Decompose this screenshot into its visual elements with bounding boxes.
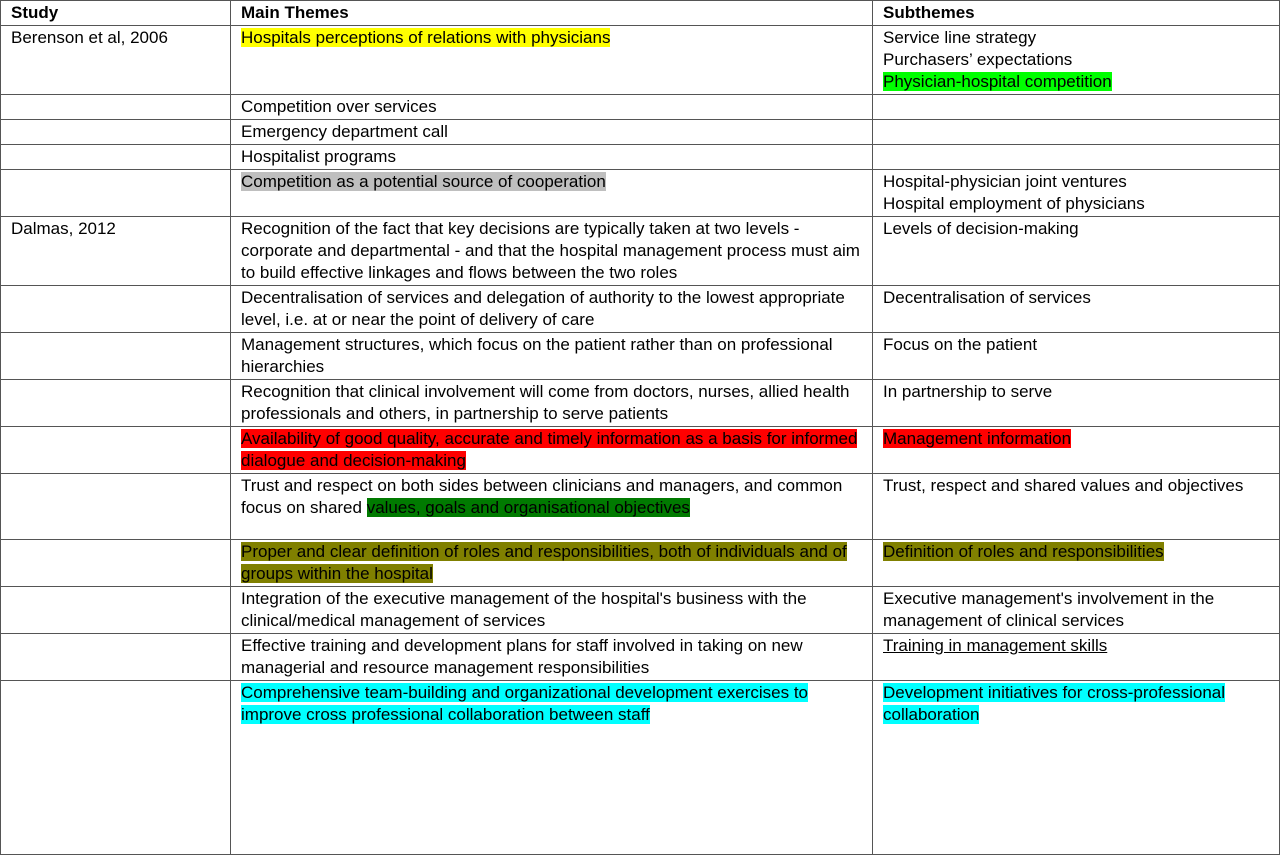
main-theme-text: Comprehensive team-building and organizational development exercises to improve cross professional collaboration between staff [241, 683, 808, 724]
table-row [1, 333, 1280, 380]
study-cell [1, 145, 231, 170]
study-cell [1, 587, 231, 634]
subtheme-text: Definition of roles and responsibilities [883, 542, 1164, 561]
study-cell [1, 286, 231, 333]
table-row [1, 120, 1280, 145]
main-theme-cell [231, 474, 873, 540]
subtheme-cell [873, 540, 1280, 587]
study-cell: Dalmas, 2012 [1, 217, 231, 286]
table-row [1, 286, 1280, 333]
header-row [1, 1, 1280, 26]
study-cell [1, 120, 231, 145]
subtheme-cell [873, 145, 1280, 170]
main-theme-cell [231, 427, 873, 474]
header-main-themes: Main Themes [231, 1, 873, 26]
subtheme-text: Training in management skills [883, 636, 1108, 655]
table-row [1, 217, 1280, 286]
main-theme-cell: Decentralisation of services and delegation of authority to the lowest appropriate level, i.e. at or near the point of delivery of care [231, 286, 873, 333]
subtheme-text: Hospital-physician joint ventures [883, 172, 1127, 191]
subtheme-text: Physician-hospital competition [883, 72, 1112, 91]
table-row [1, 95, 1280, 120]
table-row [1, 427, 1280, 474]
subtheme-text: Hospital employment of physicians [883, 194, 1145, 213]
subtheme-cell [873, 26, 1280, 95]
study-cell [1, 474, 231, 540]
table-row [1, 681, 1280, 855]
main-theme-cell: Effective training and development plans for staff involved in taking on new managerial and resource management responsibilities [231, 634, 873, 681]
table-row [1, 380, 1280, 427]
main-theme-cell [231, 26, 873, 95]
main-theme-text: Proper and clear definition of roles and responsibilities, both of individuals and of groups within the hospital [241, 542, 847, 583]
header-subthemes: Subthemes [873, 1, 1280, 26]
subtheme-text: Development initiatives for cross-professional collaboration [883, 683, 1226, 724]
header-study: Study [1, 1, 231, 26]
main-theme-cell [231, 540, 873, 587]
study-cell [1, 380, 231, 427]
study-cell [1, 681, 231, 855]
main-theme-cell: Emergency department call [231, 120, 873, 145]
subtheme-cell: Executive management's involvement in the management of clinical services [873, 587, 1280, 634]
subtheme-cell: Trust, respect and shared values and objectives [873, 474, 1280, 540]
subtheme-cell: In partnership to serve [873, 380, 1280, 427]
subtheme-text: Purchasers’ expectations [883, 50, 1073, 69]
main-theme-cell: Recognition that clinical involvement will come from doctors, nurses, allied health professionals and others, in partnership to serve patients [231, 380, 873, 427]
main-theme-text: Competition as a potential source of cooperation [241, 172, 606, 191]
subtheme-cell [873, 95, 1280, 120]
subtheme-cell [873, 120, 1280, 145]
study-cell: Berenson et al, 2006 [1, 26, 231, 95]
study-cell [1, 333, 231, 380]
table-row [1, 474, 1280, 540]
main-theme-cell: Recognition of the fact that key decisions are typically taken at two levels - corporate and departmental - and that the hospital management process must aim to build effective linkages and flows between the two roles [231, 217, 873, 286]
main-theme-cell [231, 170, 873, 217]
subtheme-text: Service line strategy [883, 28, 1037, 47]
subtheme-cell: Focus on the patient [873, 333, 1280, 380]
main-theme-cell: Integration of the executive management of the hospital's business with the clinical/medical management of services [231, 587, 873, 634]
table-row [1, 587, 1280, 634]
study-cell [1, 95, 231, 120]
main-theme-cell [231, 681, 873, 855]
table-row [1, 170, 1280, 217]
subtheme-cell [873, 170, 1280, 217]
study-cell [1, 540, 231, 587]
study-cell [1, 170, 231, 217]
table-row [1, 145, 1280, 170]
table-row [1, 634, 1280, 681]
table-row [1, 540, 1280, 587]
subtheme-text: Management information [883, 429, 1072, 448]
main-theme-highlight: values, goals and organisational objectives [366, 498, 690, 517]
main-theme-text: Trust and respect on both sides between clinicians and managers, and common focus on shared [241, 476, 843, 517]
main-theme-text: Hospitals perceptions of relations with physicians [241, 28, 611, 47]
table-row [1, 26, 1280, 95]
main-theme-cell: Management structures, which focus on the patient rather than on professional hierarchies [231, 333, 873, 380]
subtheme-cell: Decentralisation of services [873, 286, 1280, 333]
study-cell [1, 427, 231, 474]
main-theme-text: Availability of good quality, accurate and timely information as a basis for informed dialogue and decision-making [241, 429, 858, 470]
subtheme-cell: Levels of decision-making [873, 217, 1280, 286]
subtheme-cell [873, 427, 1280, 474]
main-theme-cell: Hospitalist programs [231, 145, 873, 170]
subtheme-cell [873, 681, 1280, 855]
main-theme-cell: Competition over services [231, 95, 873, 120]
subtheme-cell [873, 634, 1280, 681]
study-cell [1, 634, 231, 681]
